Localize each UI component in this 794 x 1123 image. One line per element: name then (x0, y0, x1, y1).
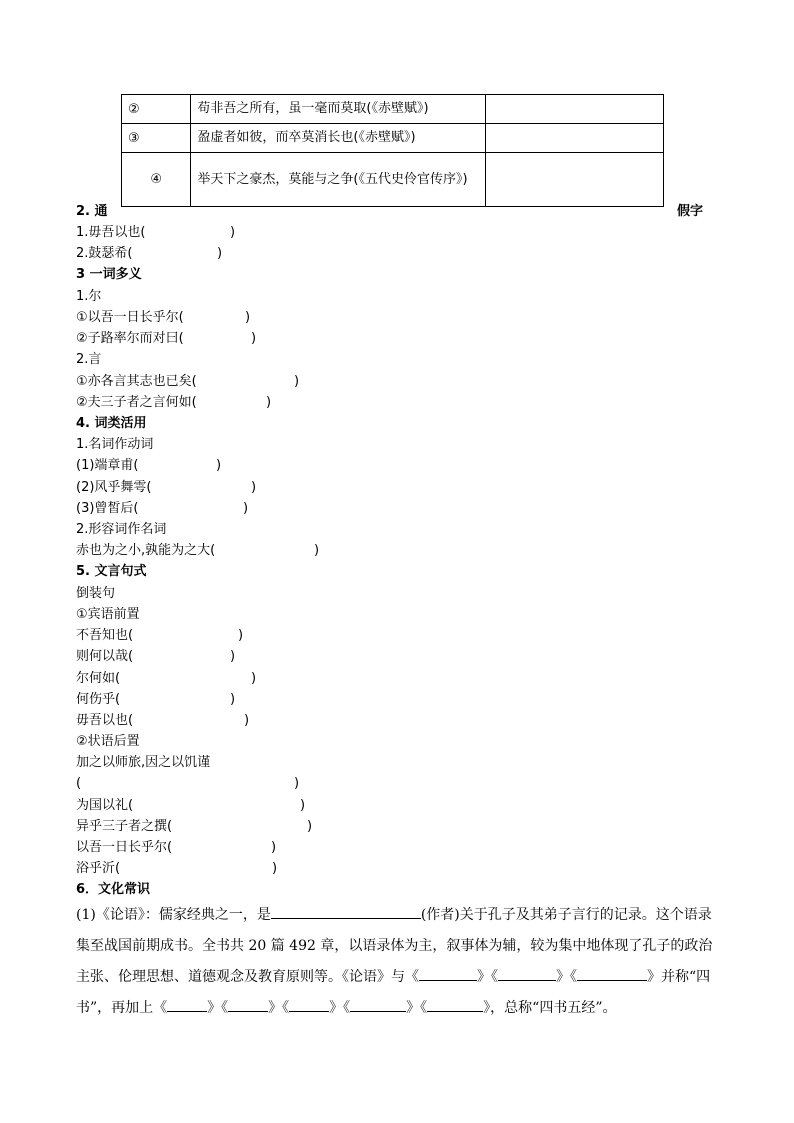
para-text-1: (1)《论语》：儒家经典之一，是 (76, 907, 271, 923)
exercise-line: ①宾语前置 (76, 607, 140, 622)
row-number: ④ (122, 153, 191, 207)
exercise-line: 则何以哉( (76, 649, 134, 664)
answer-close-paren: ) (230, 225, 236, 240)
sep: 》《 (477, 969, 498, 985)
para-text-3: 》并称“四书”，再加上《 (76, 969, 711, 1016)
table-row (122, 124, 664, 153)
row-text: 举天下之豪杰，莫能与之争(《五代史伶官传序》) (191, 153, 486, 207)
answer-close-paren: ) (230, 692, 236, 707)
exercise-line: 为国以礼( (76, 798, 134, 813)
exercise-line: (2)风乎舞雩( (76, 480, 152, 495)
answer-close-paren: ) (272, 861, 278, 876)
exercise-line: 2.言 (76, 352, 102, 367)
exercise-line: 浴乎沂( (76, 861, 121, 876)
book-blank-1[interactable] (419, 966, 477, 981)
row-text: 苟非吾之所有，虽一毫而莫取(《赤壁赋》) (191, 95, 486, 124)
answer-close-paren: ) (300, 798, 306, 813)
exercise-line: 何伤乎( (76, 692, 121, 707)
row-number: ② (122, 95, 191, 124)
exercise-line: ①亦各言其志也已矣( (76, 374, 197, 389)
section-heading: 4. 词类活用 (76, 416, 147, 431)
exercise-line: 以吾一日长乎尔( (76, 840, 173, 855)
exercise-line: ①以吾一日长乎尔( (76, 310, 184, 325)
row-answer-cell (486, 124, 664, 153)
answer-close-paren: ) (294, 776, 300, 791)
answer-close-paren: ) (217, 246, 223, 261)
classic-blank-4[interactable] (350, 997, 406, 1012)
answer-close-paren: ) (238, 628, 244, 643)
exercise-line: 异乎三子者之撰( (76, 819, 173, 834)
sep: 》《 (406, 1000, 428, 1016)
classic-blank-1[interactable] (167, 997, 207, 1012)
exercise-line: 尔何如( (76, 671, 121, 686)
exercise-line: ②夫三子者之言何如( (76, 395, 197, 410)
answer-close-paren: ) (251, 331, 257, 346)
answer-close-paren: ) (314, 543, 320, 558)
answer-close-paren: ) (294, 374, 300, 389)
exercise-line: ②子路率尔而对曰( (76, 331, 184, 346)
row-answer-cell (486, 153, 664, 207)
classic-blank-3[interactable] (289, 997, 329, 1012)
table-row (122, 95, 664, 124)
section-heading-left: 2. 通 (76, 204, 108, 219)
para-text-2: (作者)关于孔子及其弟子言行的记录。这个语录集至战国前期成书。全书共 20 篇 492 章，以语录体为主，叙事体为辅，较为集中地体现了孔子的政治主张、伦理思想、道德观念及教育原则等。《论语》与《 (76, 907, 713, 985)
section-heading: 6．文化常识 (76, 882, 151, 897)
classic-blank-2[interactable] (228, 997, 268, 1012)
answer-close-paren: ) (230, 649, 236, 664)
table-row (122, 153, 664, 207)
answer-close-paren: ) (244, 713, 250, 728)
sep: 》《 (207, 1000, 229, 1016)
section-heading: 3 一词多义 (76, 267, 142, 282)
exercise-line: 1.尔 (76, 289, 102, 304)
para-text-4: 》，总称“四书五经”。 (483, 1000, 617, 1016)
culture-paragraph (76, 900, 716, 1024)
exercise-line: 1.毋吾以也( (76, 225, 146, 240)
exercise-line: 赤也为之小,孰能为之大( (76, 543, 216, 558)
answer-close-paren: ) (271, 840, 277, 855)
sep: 》《 (268, 1000, 290, 1016)
exercise-line: 倒装句 (76, 586, 116, 601)
answer-close-paren: ) (251, 480, 257, 495)
exercise-line: 不吾知也( (76, 628, 134, 643)
classic-blank-5[interactable] (427, 997, 483, 1012)
answer-close-paren: ) (245, 310, 251, 325)
answer-close-paren: ) (251, 671, 257, 686)
answer-close-paren: ) (266, 395, 272, 410)
sep: 》《 (556, 969, 577, 985)
exercise-line: (3)曾皙后( (76, 501, 139, 516)
answer-close-paren: ) (216, 458, 222, 473)
exercise-line: 2.鼓瑟希( (76, 246, 133, 261)
sep: 》《 (329, 1000, 351, 1016)
exercise-line: 加之以师旅,因之以饥谨 (76, 755, 211, 770)
exercise-line: ②状语后置 (76, 734, 140, 749)
row-text: 盈虚者如彼，而卒莫消长也(《赤壁赋》) (191, 124, 486, 153)
book-blank-3[interactable] (577, 966, 647, 981)
answer-close-paren: ) (243, 501, 249, 516)
exercise-line: ( (76, 776, 82, 791)
author-blank[interactable] (271, 904, 421, 919)
section-heading: 5. 文言句式 (76, 564, 147, 579)
exercise-line: 2.形容词作名词 (76, 522, 167, 537)
section-heading-right: 假字 (677, 204, 704, 219)
row-number: ③ (122, 124, 191, 153)
answer-close-paren: ) (307, 819, 313, 834)
content-table (121, 94, 664, 207)
exercise-line: 1.名词作动词 (76, 437, 154, 452)
exercise-line: (1)端章甫( (76, 458, 139, 473)
book-blank-2[interactable] (498, 966, 556, 981)
row-answer-cell (486, 95, 664, 124)
exercise-line: 毋吾以也( (76, 713, 134, 728)
